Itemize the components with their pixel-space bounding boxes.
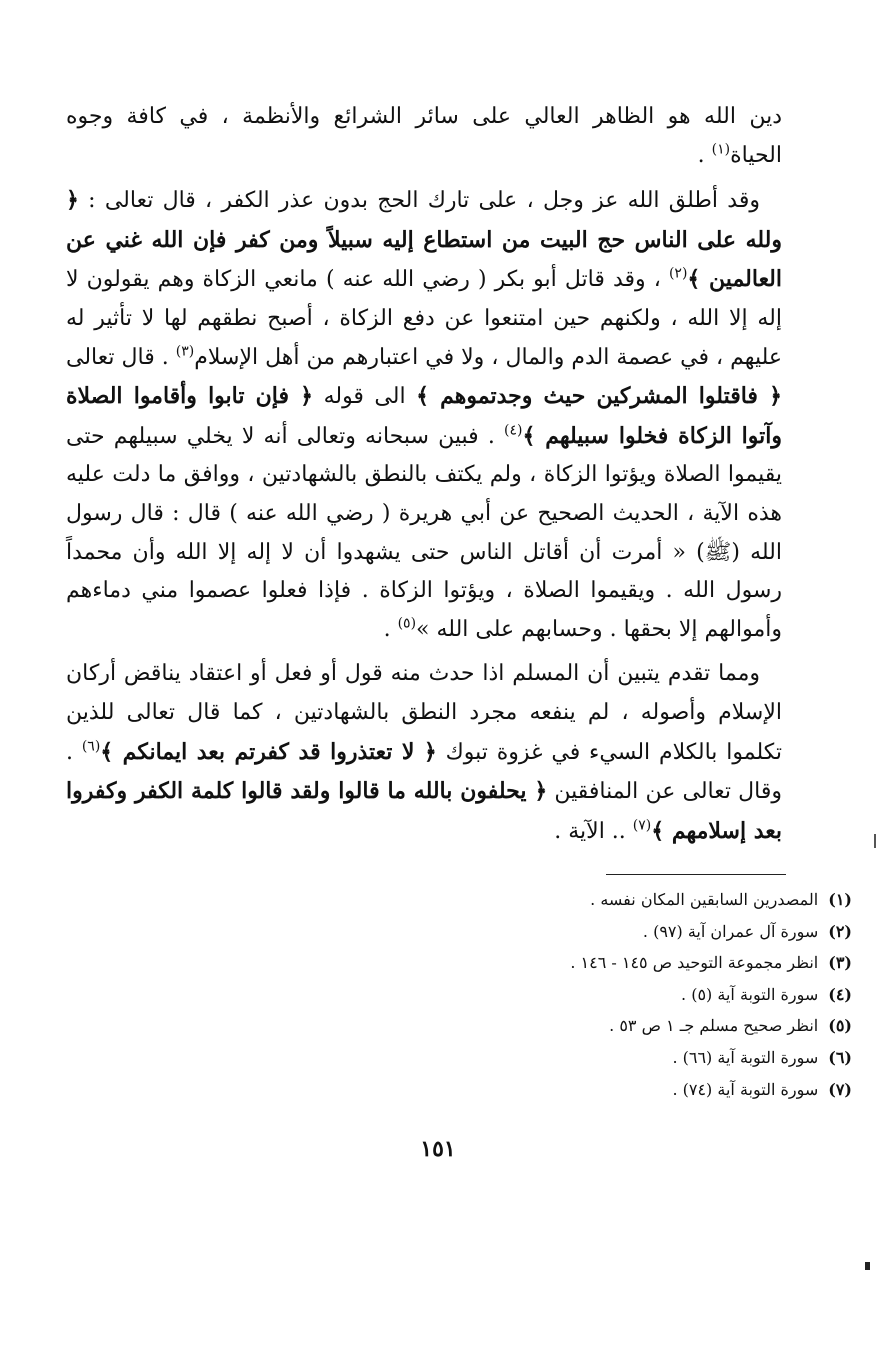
quran-quote: ﴿ ولله على الناس حج البيت من استطاع إليه سبيلاً ومن كفر فإن الله غني عن العالمين ﴾ [66,187,782,293]
footnote-ref: (٢) [668,266,688,283]
text-run: . فبين سبحانه وتعالى أنه لا يخلي سبيلهم حتى يقيموا الصلاة ويؤتوا الزكاة ، ولم يكتف بالنطق بالشهادتين ، ووافق ما دلت عليه هذه الآية ، الحديث الصحيح عن أبي هريرة ( رضي الله عنه ) قال : قال رسول الله (ﷺ) « أمرت أن أقاتل الناس حتى يشهدوا أن لا إله إلا الله وأن محمداً رسول الله . ويقيموا الصلاة ، ويؤتوا الزكاة . فإذا فعلوا عصموا مني دماءهم وأموالهم إلا بحقها . وحسابهم على الله » [66,423,782,642]
footnotes [570,884,852,1105]
footnote-separator [606,874,786,875]
paragraph [66,181,782,649]
paragraph [66,655,782,851]
main-text [66,98,782,851]
footnote-ref: (١) [711,141,731,158]
text-run: . وقال تعالى عن المنافقين [66,739,783,805]
footnote-ref: (٥) [397,615,417,632]
footnote: (٥)انظر صحيح مسلم جـ ١ ص ٥٣ . [609,1016,852,1036]
footnote: (٣)انظر مجموعة التوحيد ص ١٤٥ - ١٤٦ . [570,953,852,973]
footnote: (١)المصدرين السابقين المكان نفسه . [590,890,852,909]
footnote: (٦)سورة التوبة آية (٦٦) . [672,1047,852,1067]
quran-quote: ﴿ فإن تابوا وأقاموا الصلاة وآتوا الزكاة فخلوا سبيلهم ﴾ [66,383,783,449]
text-run: .. الآية . [554,818,633,844]
text-run: وقد أطلق الله عز وجل ، على تارك الحج بدون عذر الكفر ، قال تعالى : [78,188,760,214]
footnote-ref: (٦) [81,738,101,755]
text-run: . [383,616,398,642]
footnote-ref: (٤) [504,422,523,439]
footnote: (٤)سورة التوبة آية (٥) . [681,984,852,1004]
text-run: ومما تقدم يتبين أن المسلم اذا حدث منه قول أو فعل أو اعتقاد يناقض أركان الإسلام وأصوله ، لم ينفعه مجرد النطق بالشهادتين ، كما قال تعالى للذين تكلموا بالكلام السيء في غزوة تبوك [66,661,782,765]
page-body [66,98,782,851]
text-run: . قال تعالى [66,344,176,370]
text-run: . [697,142,712,168]
footnote: (٧)سورة التوبة آية (٧٤) . [672,1079,852,1099]
quran-quote: ﴿ لا تعتذروا قد كفرتم بعد ايمانكم ﴾ [100,738,437,765]
text-run: ، وقد قاتل أبو بكر ( رضي الله عنه ) مانعي الزكاة وهم يقولون لا إله إلا الله ، ولكنهم حين امتنعوا عن دفع الزكاة ، أصبح نطقهم لها لا تأثير له عليهم ، في عصمة الدم والمال ، ولا في اعتبارهم من أهل الإسلام [66,267,783,370]
footnote-ref: (٧) [632,817,652,834]
quran-quote: ﴿ فاقتلوا المشركين حيث وجدتموهم ﴾ [416,383,782,410]
quran-quote: ﴿ يحلفون بالله ما قالوا ولقد قالوا كلمة الكفر وكفروا بعد إسلامهم ﴾ [66,778,782,844]
paragraph [66,98,782,175]
page-number: ١٥١ [420,1136,456,1162]
text-run: الى قوله [313,384,417,410]
text-run: دين الله هو الظاهر العالي على سائر الشرائع والأنظمة ، في كافة وجوه الحياة [66,104,782,168]
footnote-ref: (٣) [175,343,195,360]
scan-mark [865,1262,870,1270]
footnote: (٢)سورة آل عمران آية (٩٧) . [642,921,852,941]
